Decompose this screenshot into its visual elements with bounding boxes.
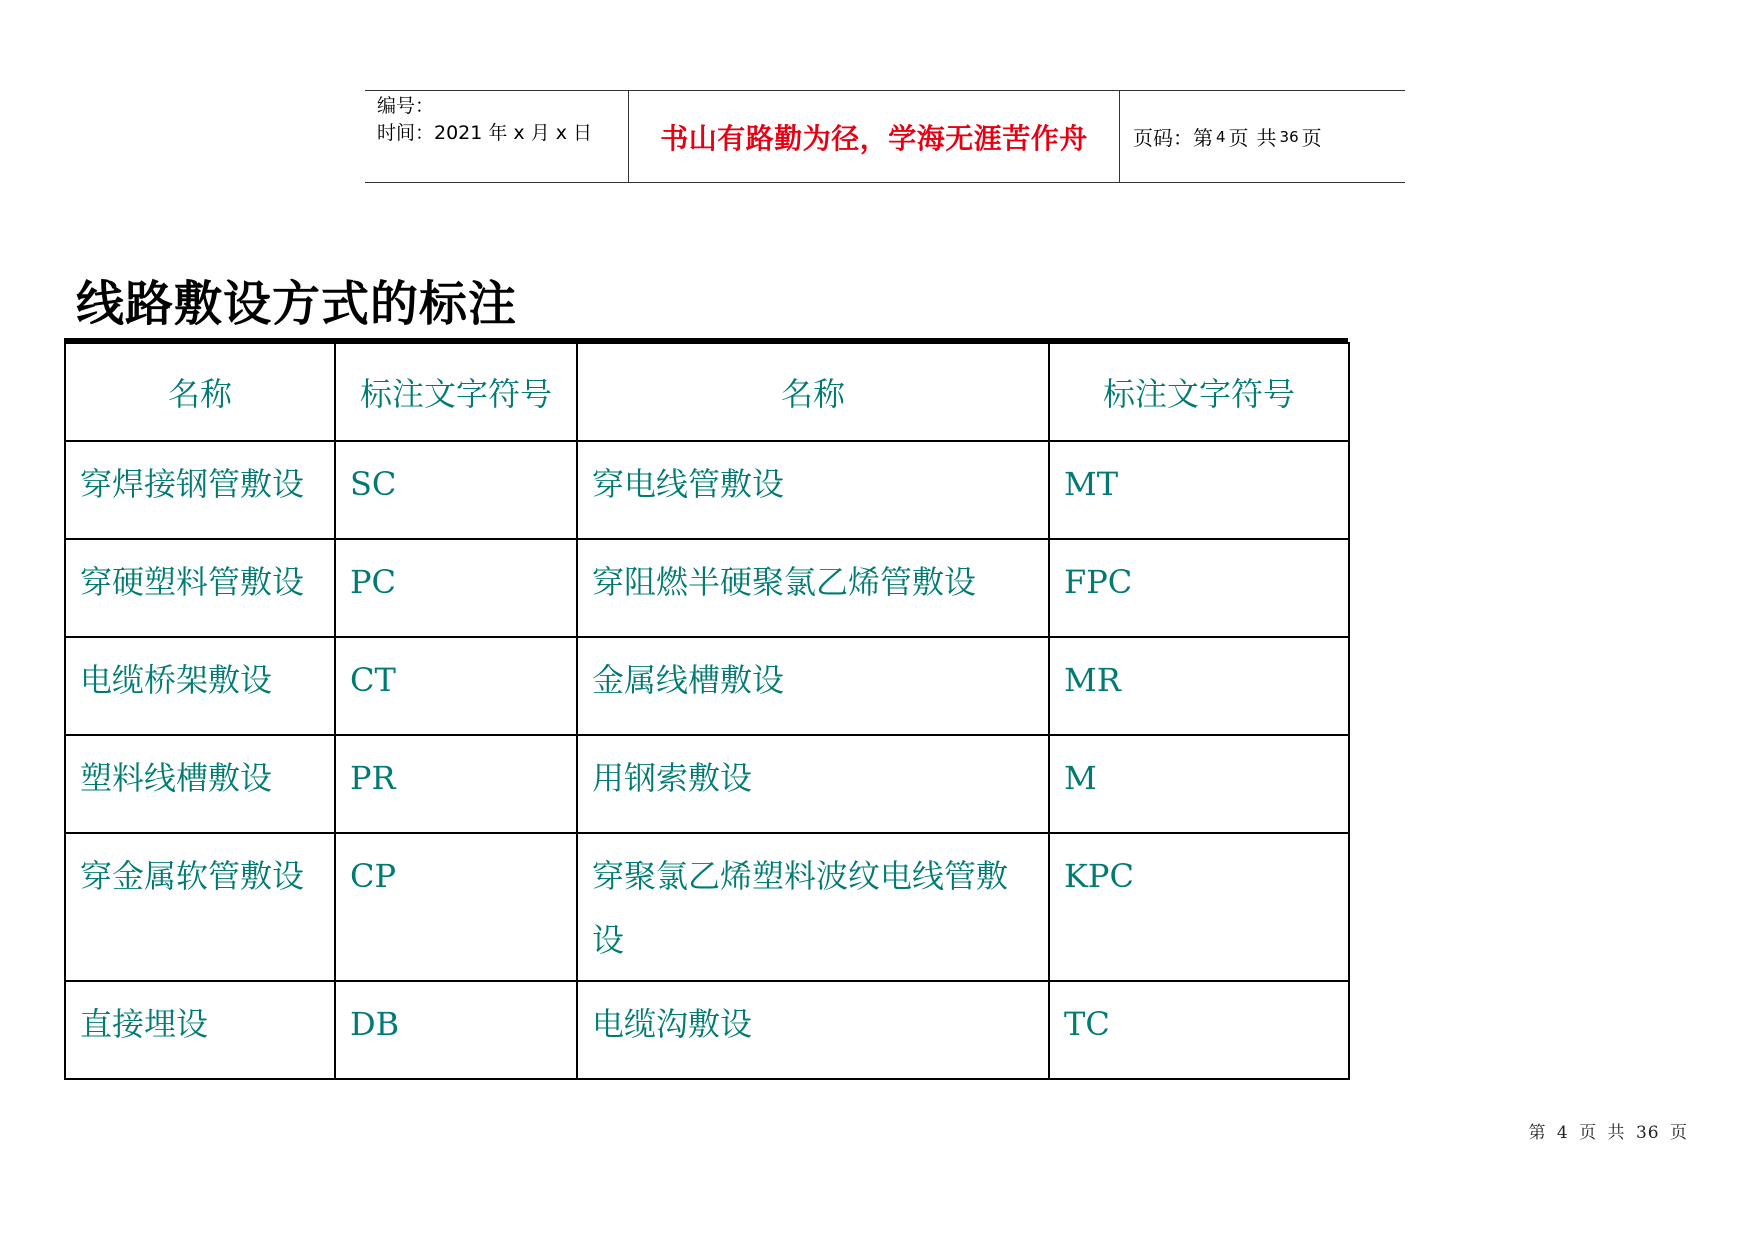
page-total: 36 [1279, 127, 1299, 146]
header-page-cell [1120, 91, 1405, 182]
symbol-cell: MR [1049, 637, 1349, 735]
symbol-cell: TC [1049, 981, 1349, 1079]
symbol-cell: CT [335, 637, 577, 735]
page-current: 4 [1216, 127, 1226, 146]
document-number-label: 编号： [377, 95, 435, 117]
table-row [65, 833, 1349, 981]
method-name-cell: 穿硬塑料管敷设 [65, 539, 335, 637]
page-prefix: 页码：第 [1133, 126, 1213, 150]
method-name-cell: 电缆沟敷设 [577, 981, 1049, 1079]
method-name-cell: 直接埋设 [65, 981, 335, 1079]
symbol-cell: SC [335, 441, 577, 539]
symbol-cell: MT [1049, 441, 1349, 539]
method-name-cell: 穿焊接钢管敷设 [65, 441, 335, 539]
page-mid: 页 [1228, 126, 1249, 150]
method-name-cell: 穿聚氯乙烯塑料波纹电线管敷设 [577, 833, 1049, 981]
method-name-cell: 电缆桥架敷设 [65, 637, 335, 735]
table-row [65, 981, 1349, 1079]
table-row [65, 735, 1349, 833]
header-meta-cell [365, 91, 629, 182]
symbol-cell: FPC [1049, 539, 1349, 637]
method-name-cell: 穿阻燃半硬聚氯乙烯管敷设 [577, 539, 1049, 637]
symbol-cell: KPC [1049, 833, 1349, 981]
table-row [65, 539, 1349, 637]
header-motto-cell [629, 91, 1120, 182]
page-title: 线路敷设方式的标注 [76, 276, 518, 332]
page-total-prefix: 共 [1256, 126, 1277, 150]
method-name-cell: 穿金属软管敷设 [65, 833, 335, 981]
header-cell: 标注文字符号 [335, 343, 577, 441]
method-name-cell: 穿电线管敷设 [577, 441, 1049, 539]
header-motto: 书山有路勤为径，学海无涯苦作舟 [660, 121, 1088, 155]
header-cell: 标注文字符号 [1049, 343, 1349, 441]
header-cell: 名称 [577, 343, 1049, 441]
symbol-cell: PC [335, 539, 577, 637]
table-header-row [65, 343, 1349, 441]
method-name-cell: 金属线槽敷设 [577, 637, 1049, 735]
page-footer: 第 4 页 共 36 页 [1528, 1123, 1688, 1143]
symbol-cell: M [1049, 735, 1349, 833]
symbol-cell: CP [335, 833, 577, 981]
header-cell: 名称 [65, 343, 335, 441]
table-row [65, 637, 1349, 735]
document-time-label: 时间：2021 年 x 月 x 日 [377, 122, 593, 144]
method-name-cell: 塑料线槽敷设 [65, 735, 335, 833]
method-name-cell: 用钢索敷设 [577, 735, 1049, 833]
table-row [65, 441, 1349, 539]
page-suffix: 页 [1301, 126, 1322, 150]
document-header [365, 90, 1405, 183]
notation-table [64, 342, 1350, 1080]
symbol-cell: DB [335, 981, 577, 1079]
symbol-cell: PR [335, 735, 577, 833]
